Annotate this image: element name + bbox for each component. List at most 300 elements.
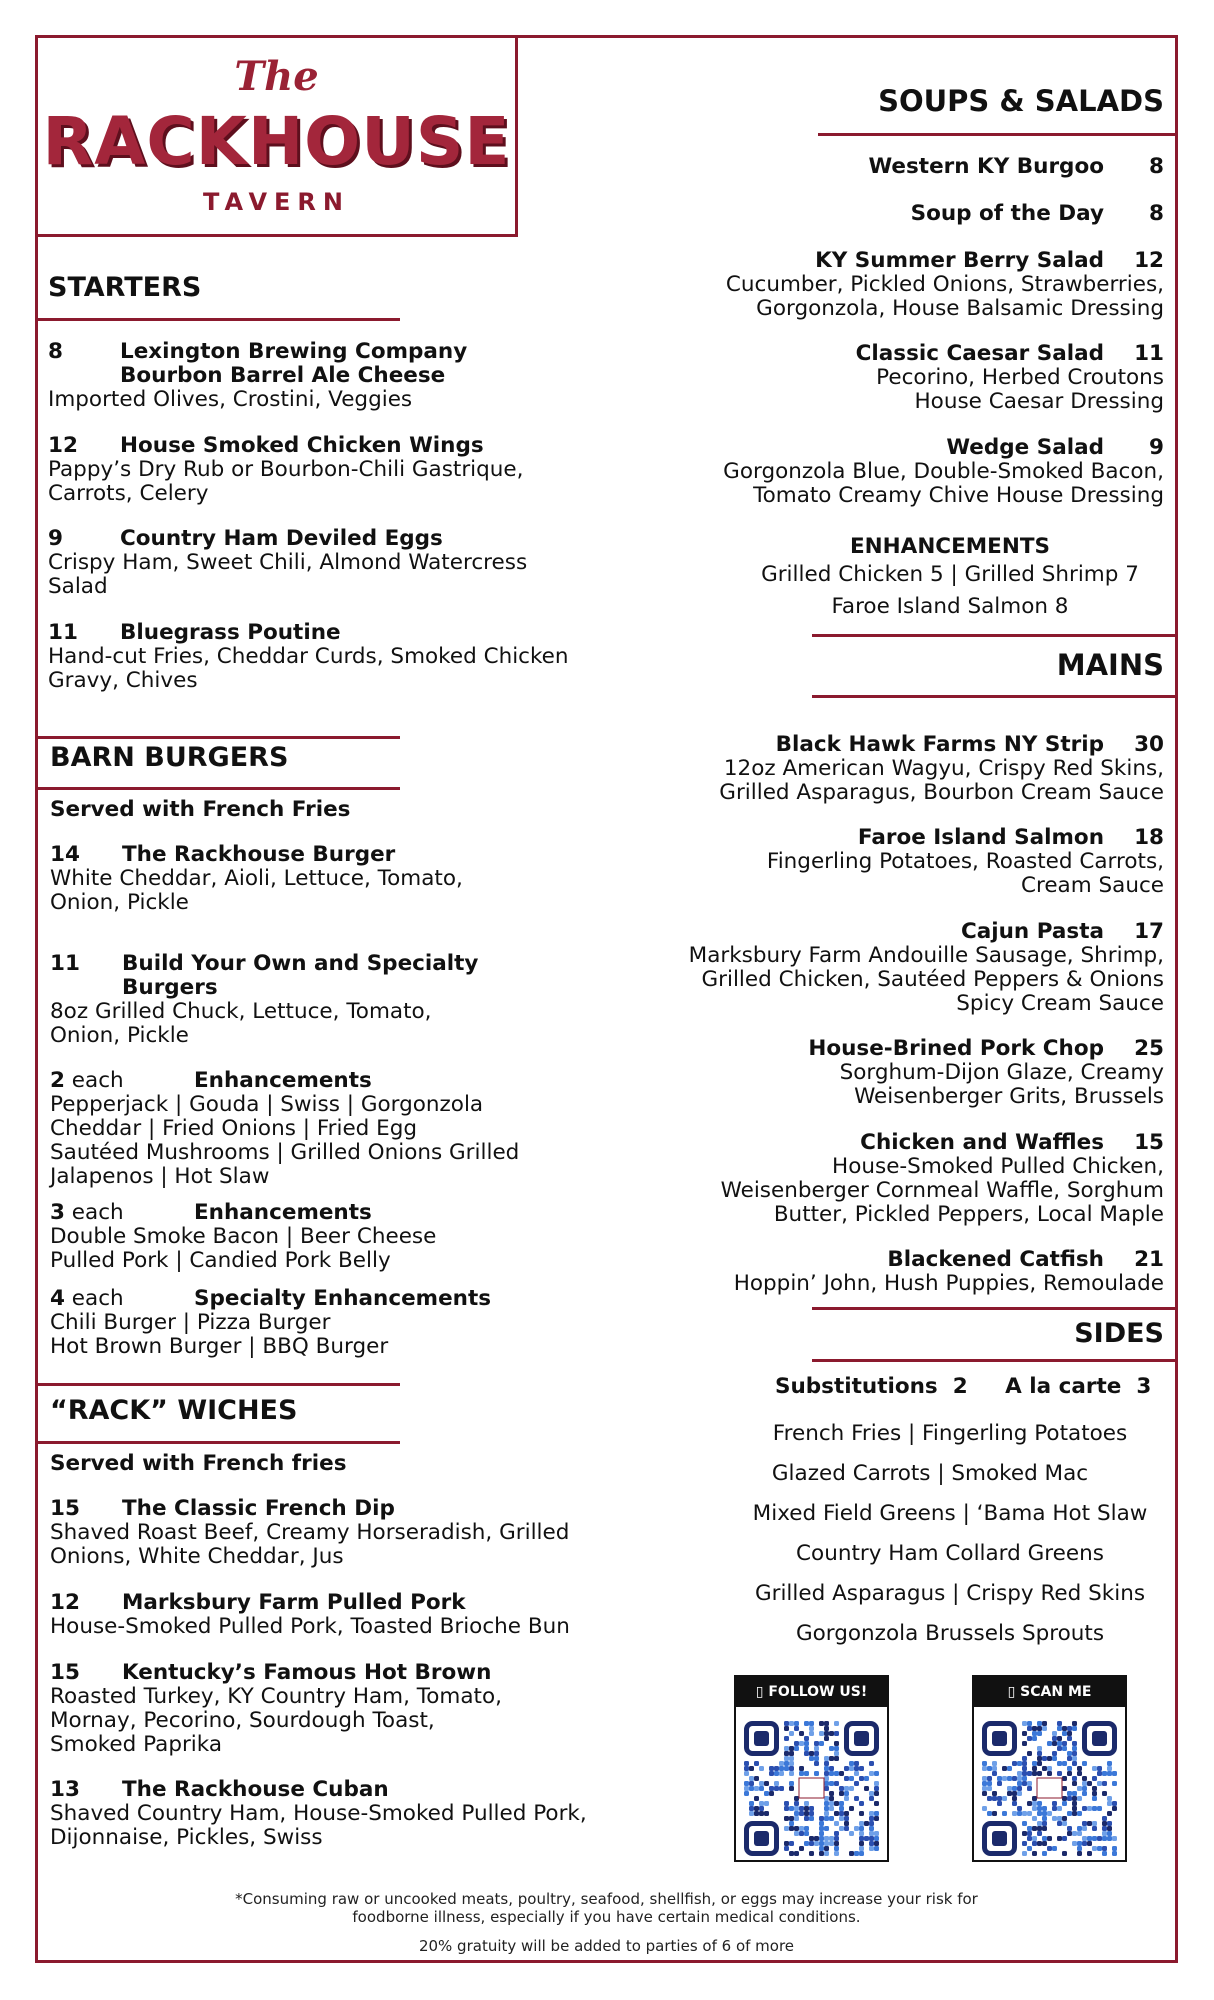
item-description: Marksbury Farm Andouille Sausage, Shrimp, xyxy=(688,943,1164,968)
item-price: 15 xyxy=(1134,1130,1164,1155)
qr-module xyxy=(784,1746,789,1751)
qr-module xyxy=(809,1721,814,1726)
qr-module xyxy=(839,1801,844,1806)
item-description: Shaved Roast Beef, Creamy Horseradish, Grilled xyxy=(50,1520,570,1545)
qr-module xyxy=(809,1806,814,1811)
item-description: Grilled Asparagus, Bourbon Cream Sauce xyxy=(719,780,1164,805)
qr-finder-center xyxy=(992,1831,1007,1846)
enhancement-options: Cheddar | Fried Onions | Fried Egg xyxy=(50,1116,418,1141)
qr-module xyxy=(759,1781,764,1786)
qr-module xyxy=(859,1836,864,1841)
qr-module xyxy=(1057,1836,1062,1841)
qr-module xyxy=(849,1761,854,1766)
qr-module xyxy=(849,1806,854,1811)
qr-module xyxy=(1082,1836,1087,1841)
qr-module xyxy=(1092,1791,1097,1796)
qr-module xyxy=(1082,1786,1087,1791)
qr-module xyxy=(1007,1766,1012,1771)
qr-module xyxy=(834,1741,839,1746)
item-description: 8oz Grilled Chuck, Lettuce, Tomato, xyxy=(50,999,432,1024)
qr-module xyxy=(1097,1771,1102,1776)
wich-item xyxy=(50,1497,650,1569)
qr-module xyxy=(829,1841,834,1846)
main-item xyxy=(564,920,1164,1016)
qr-module xyxy=(824,1806,829,1811)
qr-module xyxy=(804,1816,809,1821)
qr-module xyxy=(804,1751,809,1756)
qr-module xyxy=(1037,1806,1042,1811)
qr-module xyxy=(1062,1761,1067,1766)
qr-module xyxy=(1012,1786,1017,1791)
qr-module xyxy=(1107,1801,1112,1806)
qr-module xyxy=(1047,1741,1052,1746)
item-description: Salad xyxy=(48,574,108,599)
qr-module xyxy=(804,1811,809,1816)
qr-module xyxy=(799,1806,804,1811)
item-name: Wedge Salad xyxy=(946,435,1104,460)
qr-module xyxy=(1072,1796,1077,1801)
starter-item xyxy=(48,527,608,599)
item-name: Burgers xyxy=(122,975,218,1000)
qr-module xyxy=(774,1781,779,1786)
qr-module xyxy=(804,1831,809,1836)
qr-module xyxy=(1027,1831,1032,1836)
qr-module xyxy=(789,1826,794,1831)
qr-module xyxy=(1072,1841,1077,1846)
qr-module xyxy=(774,1771,779,1776)
sides-line: Grilled Asparagus | Crispy Red Skins xyxy=(754,1581,1146,1606)
starters-title: STARTERS xyxy=(48,272,202,303)
enhancement-options: Chili Burger | Pizza Burger xyxy=(50,1310,331,1335)
qr-module xyxy=(869,1846,874,1851)
qr-module xyxy=(1072,1791,1077,1796)
qr-module xyxy=(794,1746,799,1751)
qr-module xyxy=(1032,1851,1037,1856)
qr-module xyxy=(744,1786,749,1791)
qr-module xyxy=(1032,1731,1037,1736)
qr-module xyxy=(987,1796,992,1801)
qr-module xyxy=(834,1851,839,1856)
enhancement-price: 3 xyxy=(50,1200,65,1225)
sides-rule xyxy=(812,1359,1178,1362)
qr-module xyxy=(1037,1771,1042,1776)
qr-module xyxy=(1032,1771,1037,1776)
item-price: 17 xyxy=(1134,919,1164,944)
sides-line: Gorgonzola Brussels Sprouts xyxy=(795,1621,1105,1646)
starters-rule xyxy=(35,318,400,321)
qr-module xyxy=(1027,1836,1032,1841)
qr-module xyxy=(834,1721,839,1726)
follow-us-label: FOLLOW US! xyxy=(768,1684,868,1700)
qr-module xyxy=(1022,1761,1027,1766)
qr-module xyxy=(1022,1731,1027,1736)
item-price: 11 xyxy=(1134,341,1164,366)
qr-module xyxy=(1027,1801,1032,1806)
qr-module xyxy=(1047,1756,1052,1761)
qr-module xyxy=(789,1766,794,1771)
qr-module xyxy=(804,1826,809,1831)
qr-code-scan[interactable] xyxy=(982,1721,1117,1856)
qr-module xyxy=(1002,1796,1007,1801)
qr-module xyxy=(874,1816,879,1821)
qr-module xyxy=(744,1771,749,1776)
qr-module xyxy=(1092,1786,1097,1791)
qr-module xyxy=(1047,1846,1052,1851)
item-name: Soup of the Day xyxy=(910,201,1104,226)
starter-item xyxy=(48,434,608,506)
qr-module xyxy=(1022,1781,1027,1786)
qr-module xyxy=(794,1826,799,1831)
qr-module xyxy=(844,1811,849,1816)
qr-module xyxy=(754,1796,759,1801)
sides-line: French Fries | Fingerling Potatoes xyxy=(772,1421,1128,1446)
qr-module xyxy=(1057,1721,1062,1726)
qr-module xyxy=(1057,1726,1062,1731)
qr-module xyxy=(789,1851,794,1856)
qr-module xyxy=(987,1776,992,1781)
qr-module xyxy=(829,1731,834,1736)
qr-module xyxy=(824,1781,829,1786)
qr-module xyxy=(759,1806,764,1811)
qr-module xyxy=(1102,1831,1107,1836)
qr-module xyxy=(1107,1821,1112,1826)
qr-code-follow[interactable] xyxy=(744,1721,879,1856)
item-price: 14 xyxy=(50,842,80,867)
qr-module xyxy=(1022,1821,1027,1826)
qr-module xyxy=(1057,1761,1062,1766)
qr-module xyxy=(1052,1731,1057,1736)
qr-module xyxy=(824,1756,829,1761)
qr-module xyxy=(1072,1811,1077,1816)
qr-module xyxy=(1102,1791,1107,1796)
wiches-served-with: Served with French fries xyxy=(50,1451,347,1476)
qr-module xyxy=(1012,1801,1017,1806)
qr-module xyxy=(1112,1771,1117,1776)
qr-module xyxy=(1017,1761,1022,1766)
item-name: Blackened Catfish xyxy=(887,1247,1104,1272)
qr-module xyxy=(829,1801,834,1806)
item-description: Roasted Turkey, KY Country Ham, Tomato, xyxy=(50,1684,502,1709)
qr-module xyxy=(784,1826,789,1831)
qr-module xyxy=(1022,1756,1027,1761)
qr-finder-center xyxy=(754,1831,769,1846)
qr-module xyxy=(744,1761,749,1766)
item-description: Onions, White Cheddar, Jus xyxy=(50,1544,344,1569)
qr-module xyxy=(1062,1836,1067,1841)
qr-module xyxy=(869,1821,874,1826)
qr-module xyxy=(1067,1811,1072,1816)
qr-module xyxy=(1097,1766,1102,1771)
item-price: 15 xyxy=(50,1496,80,1521)
enhancement-options: Hot Brown Burger | BBQ Burger xyxy=(50,1334,389,1359)
qr-module xyxy=(874,1811,879,1816)
burgers-served-with: Served with French Fries xyxy=(50,797,351,822)
qr-module xyxy=(1062,1821,1067,1826)
enhancements-block xyxy=(50,1201,610,1273)
qr-module xyxy=(789,1786,794,1791)
qr-module xyxy=(1087,1841,1092,1846)
starter-item xyxy=(48,340,608,412)
item-name: Marksbury Farm Pulled Pork xyxy=(122,1590,466,1615)
qr-module xyxy=(819,1816,824,1821)
qr-module xyxy=(1077,1846,1082,1851)
qr-module xyxy=(1017,1791,1022,1796)
qr-module xyxy=(1102,1816,1107,1821)
qr-module xyxy=(799,1741,804,1746)
qr-module xyxy=(819,1846,824,1851)
sides-rule-top xyxy=(812,1307,1178,1310)
qr-module xyxy=(1052,1801,1057,1806)
qr-module xyxy=(849,1851,854,1856)
qr-module xyxy=(992,1766,997,1771)
item-price: 21 xyxy=(1134,1247,1164,1272)
item-price: 25 xyxy=(1134,1036,1164,1061)
enhancement-options: Jalapenos | Hot Slaw xyxy=(50,1164,270,1189)
qr-module xyxy=(839,1786,844,1791)
qr-module xyxy=(859,1811,864,1816)
qr-module xyxy=(859,1851,864,1856)
enhancement-each: each xyxy=(64,1068,124,1093)
qr-module xyxy=(859,1776,864,1781)
qr-module xyxy=(804,1806,809,1811)
qr-module xyxy=(749,1786,754,1791)
qr-module xyxy=(1027,1726,1032,1731)
qr-module xyxy=(1007,1776,1012,1781)
qr-module xyxy=(1017,1771,1022,1776)
qr-module xyxy=(784,1816,789,1821)
qr-module xyxy=(754,1806,759,1811)
qr-module xyxy=(1107,1771,1112,1776)
qr-module xyxy=(794,1741,799,1746)
qr-module xyxy=(849,1776,854,1781)
qr-module xyxy=(1107,1811,1112,1816)
qr-module xyxy=(1072,1756,1077,1761)
qr-module xyxy=(1107,1831,1112,1836)
qr-module xyxy=(992,1811,997,1816)
qr-module xyxy=(779,1766,784,1771)
qr-finder-center xyxy=(992,1731,1007,1746)
qr-module xyxy=(749,1801,754,1806)
qr-module xyxy=(849,1786,854,1791)
item-description: White Cheddar, Aioli, Lettuce, Tomato, xyxy=(50,866,463,891)
qr-module xyxy=(869,1761,874,1766)
qr-module xyxy=(1037,1726,1042,1731)
qr-module xyxy=(1112,1801,1117,1806)
enhancement-title: Enhancements xyxy=(194,1200,372,1225)
qr-module xyxy=(874,1791,879,1796)
qr-module xyxy=(839,1811,844,1816)
qr-module xyxy=(814,1836,819,1841)
qr-module xyxy=(789,1821,794,1826)
qr-module xyxy=(1047,1766,1052,1771)
qr-module xyxy=(854,1771,859,1776)
salad-item xyxy=(564,342,1164,414)
wiches-title: “RACK” WICHES xyxy=(50,1395,298,1426)
qr-module xyxy=(769,1766,774,1771)
enhancements-block xyxy=(50,1287,610,1359)
item-name: Kentucky’s Famous Hot Brown xyxy=(122,1660,492,1685)
qr-module xyxy=(809,1726,814,1731)
qr-module xyxy=(1062,1796,1067,1801)
qr-module xyxy=(1062,1816,1067,1821)
qr-module xyxy=(874,1846,879,1851)
qr-module xyxy=(1092,1826,1097,1831)
qr-module xyxy=(864,1821,869,1826)
qr-module xyxy=(869,1841,874,1846)
qr-module xyxy=(982,1786,987,1791)
qr-module xyxy=(1102,1836,1107,1841)
qr-module xyxy=(834,1831,839,1836)
qr-module xyxy=(864,1786,869,1791)
qr-module xyxy=(764,1791,769,1796)
qr-module xyxy=(1017,1806,1022,1811)
qr-module xyxy=(794,1796,799,1801)
qr-module xyxy=(987,1786,992,1791)
qr-module xyxy=(859,1831,864,1836)
qr-module xyxy=(824,1801,829,1806)
scan-me-qr-card[interactable] xyxy=(972,1675,1127,1862)
item-description: House-Smoked Pulled Chicken, xyxy=(832,1154,1164,1179)
qr-module xyxy=(1037,1831,1042,1836)
qr-module xyxy=(799,1826,804,1831)
qr-module xyxy=(1087,1781,1092,1786)
logo-name-text: RACKHOUSE xyxy=(42,103,511,180)
qr-module xyxy=(1022,1831,1027,1836)
main-item xyxy=(564,1131,1164,1227)
item-name: KY Summer Berry Salad xyxy=(815,248,1104,273)
qr-module xyxy=(814,1746,819,1751)
salad-enhancements-line: Grilled Chicken 5 | Grilled Shrimp 7 xyxy=(761,562,1139,587)
qr-module xyxy=(1112,1836,1117,1841)
qr-module xyxy=(869,1811,874,1816)
qr-module xyxy=(819,1731,824,1736)
qr-module xyxy=(764,1811,769,1816)
qr-module xyxy=(1027,1781,1032,1786)
qr-module xyxy=(859,1846,864,1851)
qr-module xyxy=(1002,1811,1007,1816)
qr-module xyxy=(1027,1846,1032,1851)
qr-module xyxy=(982,1776,987,1781)
qr-module xyxy=(789,1806,794,1811)
qr-module xyxy=(799,1811,804,1816)
qr-module xyxy=(774,1786,779,1791)
enhancement-options: Pulled Pork | Candied Pork Belly xyxy=(50,1248,391,1273)
qr-module xyxy=(1057,1821,1062,1826)
qr-module xyxy=(1012,1776,1017,1781)
sides-title: SIDES xyxy=(1074,1318,1164,1349)
health-warning xyxy=(35,1890,1178,1926)
logo-tavern-text: TAVERN xyxy=(203,188,350,216)
qr-module xyxy=(1017,1781,1022,1786)
qr-module xyxy=(839,1771,844,1776)
qr-module xyxy=(1007,1791,1012,1796)
follow-us-qr-card[interactable] xyxy=(734,1675,889,1862)
qr-module xyxy=(784,1806,789,1811)
qr-module xyxy=(1087,1836,1092,1841)
sides-line: Mixed Field Greens | ‘Bama Hot Slaw xyxy=(752,1501,1148,1526)
qr-module xyxy=(1112,1806,1117,1811)
qr-module xyxy=(824,1731,829,1736)
qr-module xyxy=(1047,1771,1052,1776)
qr-module xyxy=(784,1846,789,1851)
qr-module xyxy=(809,1816,814,1821)
health-warning-line: *Consuming raw or uncooked meats, poultry, seafood, shellfish, or eggs may increase your risk for xyxy=(235,1890,978,1908)
scan-me-label: SCAN ME xyxy=(1020,1684,1092,1700)
qr-module xyxy=(1072,1806,1077,1811)
qr-module xyxy=(804,1721,809,1726)
qr-module xyxy=(834,1731,839,1736)
qr-module xyxy=(804,1771,809,1776)
qr-module xyxy=(744,1781,749,1786)
qr-module xyxy=(992,1761,997,1766)
qr-module xyxy=(764,1781,769,1786)
qr-module xyxy=(834,1746,839,1751)
item-description: Grilled Chicken, Sautéed Peppers & Onions xyxy=(701,967,1164,992)
qr-module xyxy=(1067,1826,1072,1831)
qr-module xyxy=(1067,1756,1072,1761)
item-description: Crispy Ham, Sweet Chili, Almond Watercress xyxy=(48,550,528,575)
qr-logo-badge xyxy=(799,1778,824,1798)
qr-module xyxy=(1082,1776,1087,1781)
qr-module xyxy=(824,1771,829,1776)
qr-module xyxy=(854,1796,859,1801)
qr-module xyxy=(869,1836,874,1841)
qr-module xyxy=(844,1786,849,1791)
qr-finder-center xyxy=(754,1731,769,1746)
qr-module xyxy=(759,1801,764,1806)
qr-module xyxy=(1037,1841,1042,1846)
qr-module xyxy=(1082,1761,1087,1766)
qr-module xyxy=(1057,1806,1062,1811)
qr-module xyxy=(1072,1751,1077,1756)
qr-module xyxy=(749,1781,754,1786)
item-name: Faroe Island Salmon xyxy=(857,825,1104,850)
enhancement-price: 4 xyxy=(50,1286,65,1311)
qr-module xyxy=(804,1746,809,1751)
qr-module xyxy=(834,1781,839,1786)
qr-module xyxy=(799,1771,804,1776)
item-description: Fingerling Potatoes, Roasted Carrots, xyxy=(766,849,1164,874)
wiches-rule-top xyxy=(35,1383,400,1386)
qr-module xyxy=(819,1721,824,1726)
qr-module xyxy=(1097,1846,1102,1851)
qr-module xyxy=(874,1786,879,1791)
enhancement-options: Double Smoke Bacon | Beer Cheese xyxy=(50,1224,437,1249)
qr-module xyxy=(789,1816,794,1821)
qr-module xyxy=(869,1816,874,1821)
item-description: 12oz American Wagyu, Crispy Red Skins, xyxy=(723,756,1164,781)
qr-module xyxy=(749,1806,754,1811)
qr-module xyxy=(1032,1816,1037,1821)
qr-module xyxy=(1062,1731,1067,1736)
item-description: Cream Sauce xyxy=(1020,873,1164,898)
qr-module xyxy=(1077,1831,1082,1836)
qr-module xyxy=(754,1776,759,1781)
qr-module xyxy=(1087,1821,1092,1826)
item-description: Hand-cut Fries, Cheddar Curds, Smoked Chicken xyxy=(48,644,569,669)
qr-module xyxy=(1072,1761,1077,1766)
qr-module xyxy=(789,1721,794,1726)
qr-module xyxy=(1072,1746,1077,1751)
qr-module xyxy=(819,1741,824,1746)
qr-module xyxy=(1037,1811,1042,1816)
qr-module xyxy=(854,1766,859,1771)
qr-module xyxy=(839,1806,844,1811)
qr-module xyxy=(1082,1791,1087,1796)
qr-module xyxy=(794,1831,799,1836)
qr-module xyxy=(1022,1721,1027,1726)
qr-module xyxy=(1027,1786,1032,1791)
